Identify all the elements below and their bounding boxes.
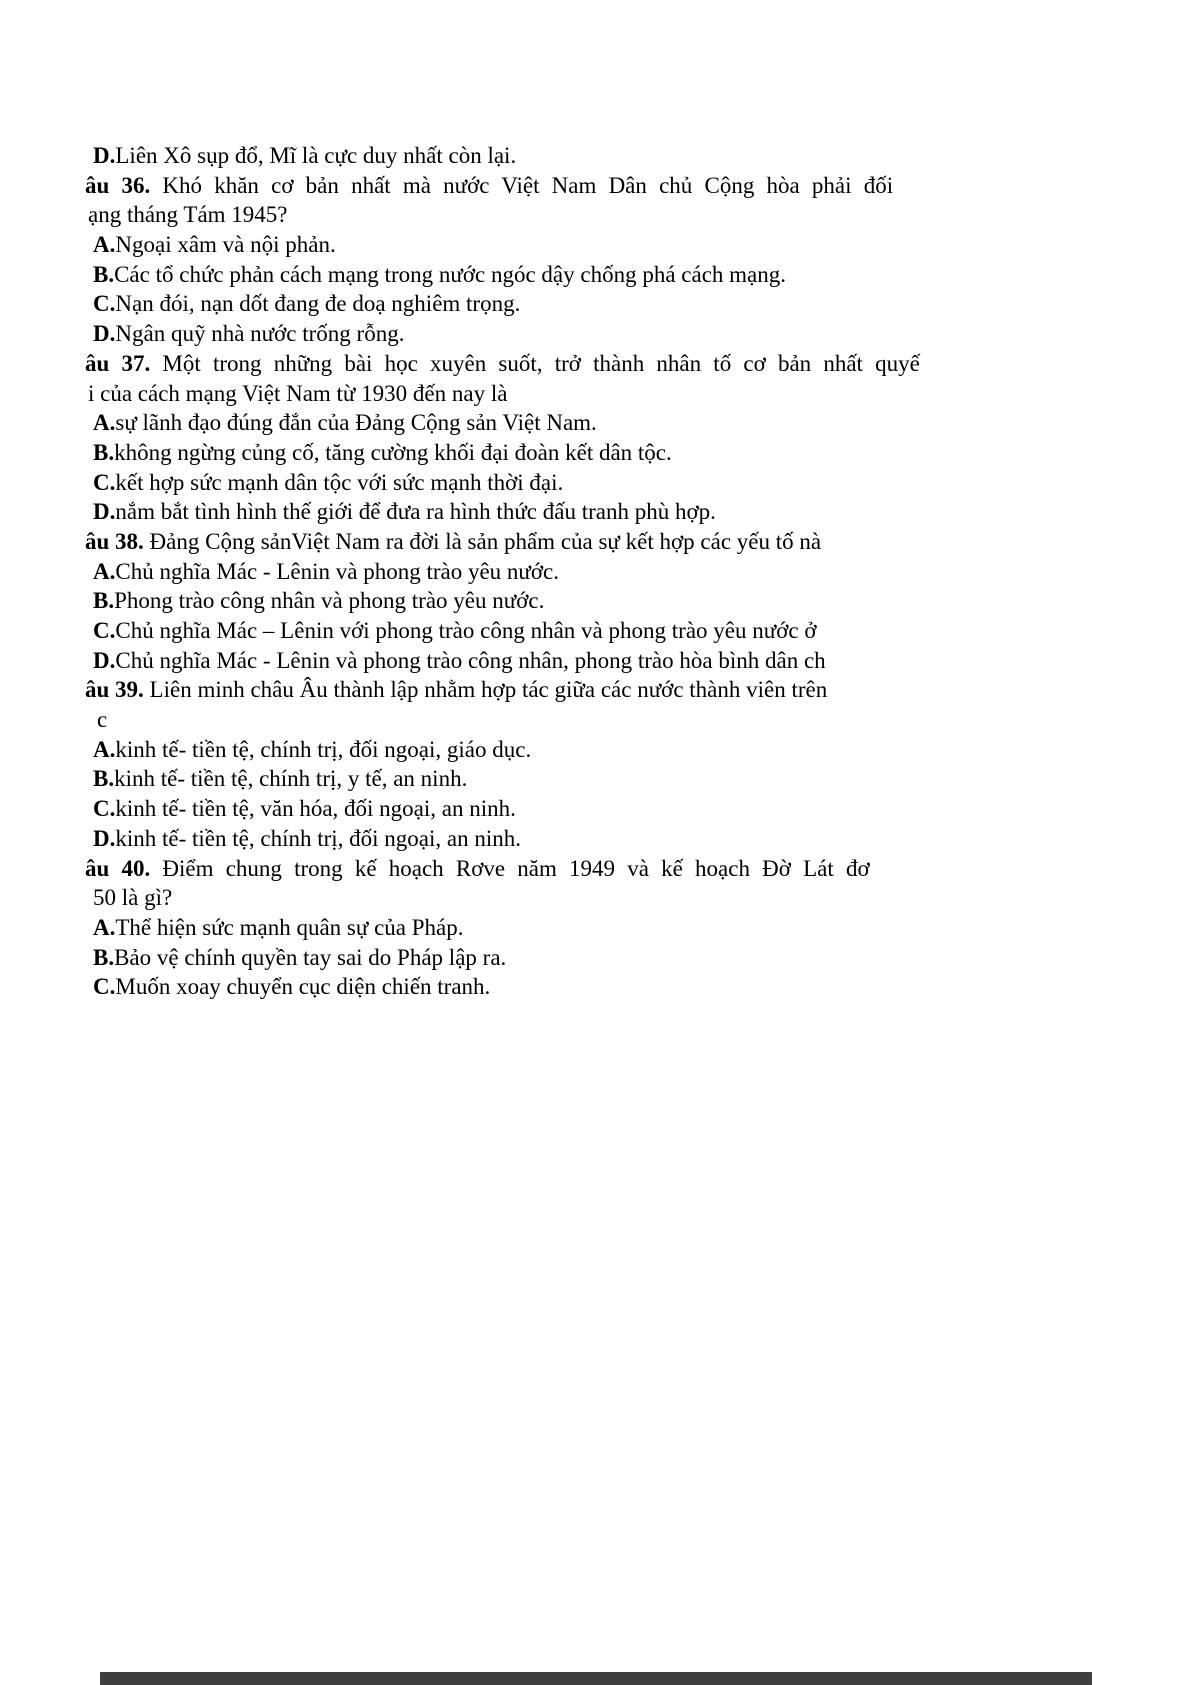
option-line [85,972,945,1002]
line-text: Chủ nghĩa Mác - Lênin và phong trào yêu nước. [115,558,560,584]
line-prefix: D. [93,321,116,347]
line-text: Liên Xô sụp đổ, Mĩ là cực duy nhất còn lại. [115,143,517,168]
line-text: Chủ nghĩa Mác - Lênin và phong trào công nhân, phong trào hòa bình dân ch [115,647,826,673]
line-prefix: D. [93,647,116,673]
option-line [85,646,945,676]
line-text: Chủ nghĩa Mác – Lênin với phong trào công nhân và phong trào yêu nước ở [115,618,817,643]
option-line [85,616,945,646]
line-prefix: âu 37. [85,350,151,376]
line-prefix: B. [93,588,115,614]
line-text: kinh tế- tiền tệ, chính trị, đối ngoại, giáo dục. [115,736,532,762]
line-prefix: B. [93,766,115,792]
option-line [85,913,945,943]
option-line [85,468,945,498]
line-prefix: âu 39. [85,677,144,703]
line-text: Phong trào công nhân và phong trào yêu nước. [114,588,545,614]
line-text: Điểm chung trong kế hoạch Rơve năm 1949 và kế hoạch Đờ Lát đơ [150,855,870,881]
continuation-line [85,379,945,409]
option-line [85,260,945,290]
option-line [85,230,945,260]
line-text: i của cách mạng Việt Nam từ 1930 đến nay là [88,380,508,406]
question-line [85,349,945,379]
line-prefix: A. [93,232,116,258]
line-text: Khó khăn cơ bản nhất mà nước Việt Nam Dân chủ Cộng hòa phải đối [150,172,894,198]
line-prefix: B. [93,944,115,970]
line-prefix: C. [93,974,116,1000]
line-text: kinh tế- tiền tệ, chính trị, y tế, an ninh. [114,766,468,792]
option-line [85,586,945,616]
line-text: kinh tế- tiền tệ, văn hóa, đối ngoại, an ninh. [115,796,516,822]
line-prefix: B. [93,439,115,465]
page-bottom-separator [100,1672,1092,1685]
line-text: Muốn xoay chuyển cục diện chiến tranh. [115,974,491,1000]
line-text: Một trong những bài học xuyên suốt, trở thành nhân tố cơ bản nhất quyế [150,350,920,376]
question-line [85,854,945,884]
line-prefix: A. [93,410,116,436]
question-line [85,527,945,557]
line-text: không ngừng củng cố, tăng cường khối đại đoàn kết dân tộc. [114,439,672,465]
line-prefix: D. [93,825,116,851]
line-prefix: C. [93,796,116,822]
line-prefix: C. [93,291,116,317]
option-line [85,764,945,794]
line-prefix: âu 40. [85,855,151,881]
continuation-line [85,705,945,735]
option-line [85,141,945,171]
line-text: kinh tế- tiền tệ, chính trị, đối ngoại, an ninh. [115,825,521,851]
line-prefix: A. [93,736,116,762]
option-line [85,438,945,468]
question-line [85,675,945,705]
line-prefix: âu 38. [85,528,144,554]
option-line [85,735,945,765]
option-line [85,824,945,854]
line-prefix: âu 36. [85,172,151,198]
line-text: ạng tháng Tám 1945? [88,202,288,228]
line-text: Ngoại xâm và nội phản. [115,232,336,258]
option-line [85,557,945,587]
continuation-line [85,883,945,913]
option-line [85,794,945,824]
option-line [85,289,945,319]
line-text: sự lãnh đạo đúng đắn của Đảng Cộng sản Việt Nam. [115,410,597,436]
line-text: Các tổ chức phản cách mạng trong nước ngóc dậy chống phá cách mạng. [114,261,787,287]
option-line [85,497,945,527]
option-line [85,319,945,349]
line-text: nắm bắt tình hình thế giới để đưa ra hình thức đấu tranh phù hợp. [115,499,716,525]
line-prefix: A. [93,558,116,584]
line-prefix: B. [93,261,115,287]
line-text: c [97,707,108,733]
line-prefix: C. [93,618,116,643]
line-prefix: A. [93,914,116,940]
text-block [85,141,945,1002]
option-line [85,943,945,973]
question-line [85,171,945,201]
line-text: 50 là gì? [93,885,173,911]
line-text: Bảo vệ chính quyền tay sai do Pháp lập ra. [114,944,507,970]
line-prefix: C. [93,469,116,495]
line-text: Liên minh châu Âu thành lập nhằm hợp tác giữa các nước thành viên trên [143,677,828,703]
line-text: Đảng Cộng sảnViệt Nam ra đời là sản phẩm của sự kết hợp các yếu tố nà [143,528,822,554]
line-prefix: D. [93,143,116,168]
continuation-line [85,200,945,230]
line-text: Nạn đói, nạn dốt đang đe doạ nghiêm trọng. [115,291,521,317]
line-text: Ngân quỹ nhà nước trống rỗng. [115,321,405,347]
option-line [85,408,945,438]
line-text: Thể hiện sức mạnh quân sự của Pháp. [115,914,464,940]
line-prefix: D. [93,499,116,525]
line-text: kết hợp sức mạnh dân tộc với sức mạnh thời đại. [115,469,564,495]
